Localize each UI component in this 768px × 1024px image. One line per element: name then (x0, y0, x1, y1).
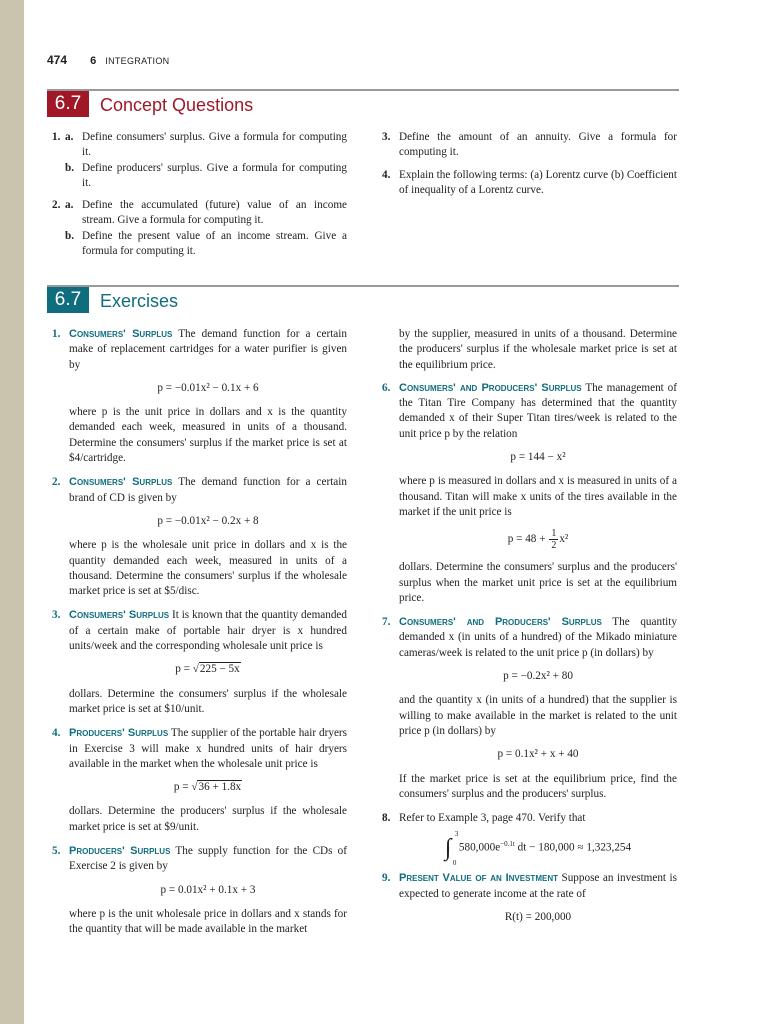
equation: p = −0.2x² + 80 (503, 670, 573, 683)
concept-question-4: 4. Explain the following terms: (a) Lorentz curve (b) Coefficient of inequality of a Lorentz curve. (382, 168, 677, 196)
chapter-title: INTEGRATION (105, 56, 170, 66)
equation: R(t) = 200,000 (504, 911, 572, 924)
exercise-5: 5. Producers' Surplus The supply function for the CDs of Exercise 2 is given by p = 0.01x² + 0.1x + 3 where p is the unit wholesale price in dollars and x stands for the quantity that will be made available in the market (52, 845, 347, 936)
running-head (47, 53, 169, 67)
section-title: Concept Questions (100, 95, 254, 115)
concept-question-3: 3. Define the amount of an annuity. Give a formula for computing it. (382, 131, 677, 159)
exercise-6: 6. Consumers' and Producers' Surplus The management of the Titan Tire Company has determined that the quantity demanded x of their Super Titan tires/week is related to the unit price p by the relation p = 144 − x² where p is measured in dollars and x is measured in units of a thousand. Titan will make x units of the tires available in the market if the unit price is p = 48 + $\frac{1}{2}$ x² dollars. Determine the consumers' surplus and the producers' surplus when the market unit price is set at the equilibrium price. (382, 381, 677, 604)
exercises-left-column (52, 327, 347, 938)
concept-question-1b: b. Define producers' surplus. Give a formula for computing it. (65, 161, 347, 189)
section-title: Exercises (100, 291, 179, 311)
exercise-keyword: Consumers' Surplus (69, 609, 170, 622)
equation: p = −0.01x² − 0.2x + 8 (157, 514, 259, 527)
exercise-8: 8. Refer to Example 3, page 470. Verify that ∫ 3 0 $580,000e^{-0.1t}$ dt − 180,000 ≈ 1,323,254 (382, 811, 677, 863)
exercise-3: 3. Consumers' Surplus It is known that the quantity demanded of a certain make of portable hair dryer is x hundred units/week and the corresponding wholesale unit price is p = √225 − 5x dollars. Determine the consumers' surplus if the wholesale market price is set at $10/unit. (52, 609, 347, 715)
exercise-1: 1. Consumers' Surplus The demand function for a certain make of replacement cartridges for a water purifier is given by p = −0.01x² − 0.1x + 6 where p is the unit price in dollars and x is the quantity demanded each week, measured in units of a thousand. Determine the consumers' surplus if the market price is set at $4/cartridge. (52, 328, 347, 465)
integral-equation: ∫ 3 0 $580,000e^{-0.1t}$ dt − 180,000 ≈ 1,323,254 (444, 830, 632, 868)
equation: p = 48 + $\frac{1}{2}$ x² (507, 528, 569, 552)
exercises-right-column (382, 327, 677, 934)
equation: p = 144 − x² (510, 451, 566, 464)
exercise-keyword: Present Value of an Investment (399, 872, 558, 885)
exercise-7: 7. Consumers' and Producers' Surplus The quantity demanded x (in units of a hundred) of the Mikado miniature cameras/week is related to the unit price p (in dollars) by p = −0.2x² + 80 and the quantity x (in units of a hundred) that the supplier is willing to make available in the market is related to the unit price p (in dollars) by p = 0.1x² + x + 40 If the market price is set at the equilibrium price, find the consumers' surplus and the producers' surplus. (382, 616, 677, 800)
exercise-keyword: Consumers' Surplus (69, 476, 173, 489)
equation: p = √225 − 5x (175, 663, 240, 676)
exercise-2: 2. Consumers' Surplus The demand function for a certain brand of CD is given by p = −0.01x² − 0.2x + 8 where p is the wholesale unit price in dollars and x is the quantity demanded each week, measured in units of a thousand. Determine the consumers' surplus if the wholesale market price is set at $5/disc. (52, 476, 347, 598)
section-number: 6.7 (47, 287, 89, 313)
concept-questions-header (47, 89, 679, 119)
equation: p = 0.01x² + 0.1x + 3 (160, 883, 256, 896)
concept-question-1a: 1. a. Define consumers' surplus. Give a formula for computing it. (52, 131, 347, 159)
equation: p = √36 + 1.8x (173, 781, 242, 794)
page-number: 474 (47, 53, 68, 67)
exercise-5-continued: by the supplier, measured in units of a thousand. Determine the producers' surplus if the wholesale market price is set at the equilibrium price. (399, 328, 677, 371)
exercise-keyword: Producers' Surplus (69, 845, 171, 858)
exercise-keyword: Consumers' and Producers' Surplus (399, 381, 582, 394)
exercise-keyword: Consumers' Surplus (69, 328, 173, 340)
equation: p = −0.01x² − 0.1x + 6 (157, 381, 259, 394)
exercises-header (47, 285, 679, 315)
section-number: 6.7 (47, 91, 89, 117)
exercise-9: 9. Present Value of an Investment Suppose an investment is expected to generate income at the rate of R(t) = 200,000 (382, 871, 677, 925)
section-rule (47, 89, 679, 91)
concept-questions-left (52, 130, 347, 259)
equation: p = 0.1x² + x + 40 (497, 748, 579, 761)
exercise-4: 4. Producers' Surplus The supplier of the portable hair dryers in Exercise 3 will make x hundred units of hair dryers available in the market when the wholesale unit price is p = √36 + 1.8x dollars. Determine the producers' surplus if the wholesale market price is set at $9/unit. (52, 727, 347, 833)
concept-questions-right (382, 130, 677, 198)
concept-question-2a: 2. a. Define the accumulated (future) value of an income stream. Give a formula for computing it. (52, 199, 347, 227)
exercise-keyword: Consumers' and Producers' Surplus (399, 616, 602, 629)
page-spine (0, 0, 24, 1024)
section-rule (47, 285, 679, 287)
integral-sign-icon: ∫ (444, 835, 452, 862)
chapter-number: 6 (90, 55, 97, 67)
concept-question-2b: b. Define the present value of an income stream. Give a formula for computing it. (65, 229, 347, 258)
exercise-keyword: Producers' Surplus (69, 727, 169, 740)
